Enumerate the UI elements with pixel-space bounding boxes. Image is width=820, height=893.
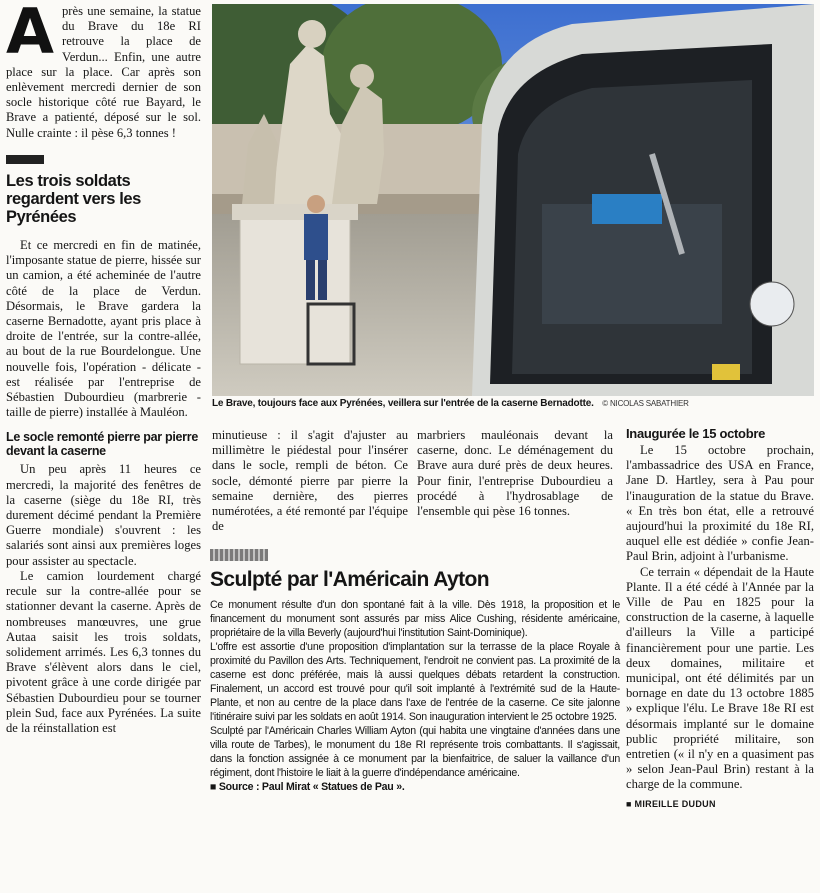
feature-title: Sculpté par l'Américain Ayton [210,568,489,591]
feature-paragraph: Sculpté par l'Américain Charles William Ayton (qui habita une vingtaine d'années dans une villa route de Tarbes), le monument du 18e RI représente trois combattants. Il s'agissait, dans la fonction assignée à ce monument par la bienfaitrice, de saluer la vaillance d'un régiment, dont l'histoire le liait à la guerre d'indépendance américaine. [210,725,620,779]
lead-paragraph [6,0,201,141]
photo-caption [212,398,814,410]
news-photo [212,4,814,396]
middle-column-1 [212,428,408,534]
body-paragraph: Le 15 octobre prochain, l'ambassadrice des USA en France, Jane D. Hartley, sera à Pau pour l'inauguration de la statue du Brave. « En très bon état, elle a retrouvé aujourd'hui la proximité du 18e RI, auquel elle est dédiée » confie Jean-Paul Brin, adjoint à l'urbanisme. [626,443,814,564]
body-paragraph: Le camion lourdement chargé recule sur la contre-allée pour se stationner devant la caserne. Après de nombreuses manœuvres, une grue Autaa saisit les trois soldats, solidement arrimés. Les 6,3 tonnes du Brave s'élèvent alors dans le ciel, pivotent grâce à une corde dirigée par Sébastien Dubourdieu pour se tourner plein Sud, face aux Pyrénées. La suite de la réinstallation est [6,568,201,735]
body-paragraph: marbriers mauléonais devant la caserne, donc. Le déménagement du Brave aura duré près de deux heures. Pour finir, l'entreprise Dubourdieu a procédé à l'hydrosablage de l'ensemble qui pèse 16 tonnes. [417,428,613,519]
right-heading: Inaugurée le 15 octobre [626,426,766,441]
feature-paragraph: L'offre est assortie d'une proposition d'implantation sur la terrasse de la place Royale à proximité du Pavillon des Arts. Techniquement, l'endroit ne convient pas. La proximité de la caserne est donc préférée, mais là aussi quelques débats retardent la construction. Finalement, un accord est trouvé pour qu'il soit implanté à l'extrémité sud de la Haute-Plante, et non au centre de la place dans l'axe de l'entrée de la caserne. Ce site jalonne l'itinéraire suivi par les soldats en août 1914. Son inauguration intervient le 25 octobre 1925. [210,641,620,723]
body-paragraph: Et ce mercredi en fin de matinée, l'imposante statue de pierre, hissée sur un camion, a été acheminée de l'autre côté de la place de Verdun. Désormais, le Brave gardera la caserne Bernadotte, ayant pris place à droite de l'entrée, sur la contre-allée, au bout de la rue Bourdelongue. Une nouvelle fois, l'opération - délicate - est réalisée par l'entreprise de Sébastien Dubourdieu (marbrerie - taille de pierre) installée à Mauléon. [6,238,201,420]
feature-source: ■ Source : Paul Mirat « Statues de Pau ». [210,781,405,793]
body-paragraph: Ce terrain « dépendait de la Haute Plante. Il a été cédé à l'Année par la Ville de Pau en 1825 pour la construction de la caserne, à laquelle d'ailleurs la Ville a participé financièrement pour une partie. Les deux domaines, militaire et municipal, ont été délimités par un bornage en date du 13 octobre 1885 » explique l'élu. Le Brave 18e RI est désormais implanté sur le domaine public propriété militaire, son entretien (« il n'y en a quasiment pas » selon Jean-Paul Brin) restant à la charge de la commune. [626,564,814,792]
subheading: Le socle remonté pierre par pierre devant la caserne [6,430,198,459]
caption-text: Le Brave, toujours face aux Pyrénées, veillera sur l'entrée de la caserne Bernadotte. [212,398,594,409]
drop-cap: A [6,0,54,68]
body-paragraph: minutieuse : il s'agit d'ajuster au millimètre le piédestal pour l'insérer dans le socle, rempli de béton. Ce socle, démonté pierre par pierre la semaine dernière, des pierres numérotées, a été remonté par l'équipe de [212,428,408,534]
section-tag-bar [6,155,44,164]
feature-body [210,598,620,794]
right-column [626,426,814,812]
statue-photo-illustration [212,4,814,396]
author-name: MIREILLE DUDUN [634,798,716,809]
author-signature: ■ MIREILLE DUDUN [626,798,716,809]
middle-column-2 [417,428,613,519]
feature-box [210,548,620,794]
left-column [6,0,201,736]
section-heading: Les trois soldats regardent vers les Pyrénées [6,172,141,227]
feature-paragraph: Ce monument résulte d'un don spontané fait à la ville. Dès 1918, la proposition et le financement du monument sont assurés par miss Alice Cushing, résidente américaine, propriétaire de la villa Beverly (aujourd'hui l'institution Saint-Dominique). [210,599,620,639]
lead-text: près une semaine, la statue du Brave du 18e RI retrouve la place de Verdun... Enfin, une autre place sur la place. Car après son enlèvement mercredi dernier de son socle historique côté rue Bayard, le Brave a patienté, déposé sur le sol. Nulle crainte : il pèse 6,3 tonnes ! [6,4,201,140]
source-text: Source : Paul Mirat « Statues de Pau ». [218,781,405,793]
feature-tag [210,549,268,561]
photo-credit: © NICOLAS SABATHIER [602,399,689,408]
body-paragraph: Un peu après 11 heures ce mercredi, la majorité des fenêtres de la caserne (siège du 18e RI, très durement décimé pendant la Première Guerre mondiale) s'ouvrent : les salariés sont ainsi aux premières loges pour assister au spectacle. [6,462,201,568]
